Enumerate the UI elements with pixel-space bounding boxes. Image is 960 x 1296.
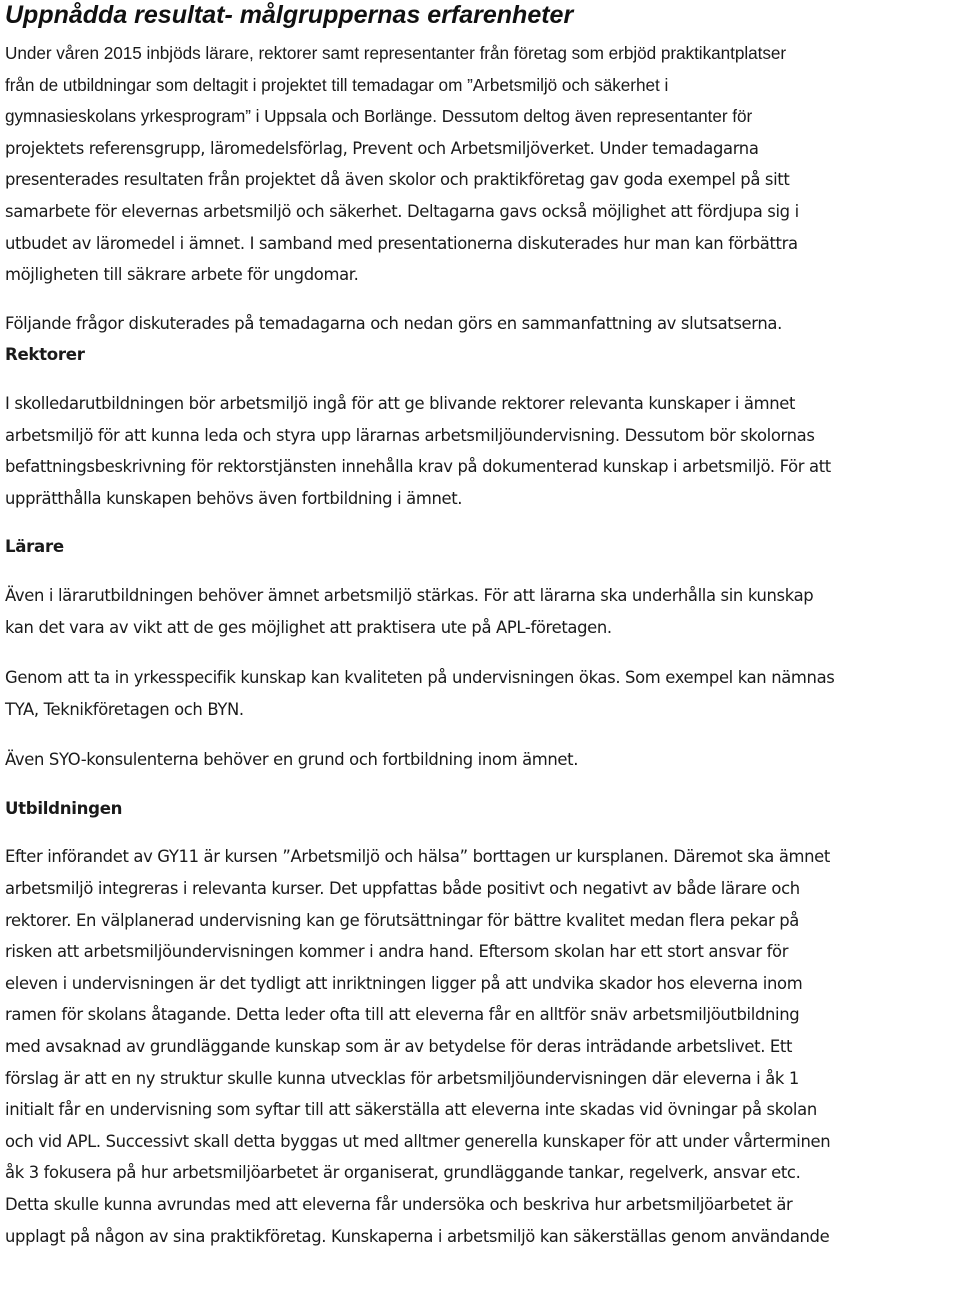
paragraph-line: presenterades resultaten från projektet då även skolor och praktikföretag gav goda exempel på sitt <box>5 170 790 190</box>
paragraph-line: ramen för skolans åtagande. Detta leder ofta till att eleverna får en alltför snäv arbetsmiljöutbildning <box>5 1005 800 1025</box>
paragraph-line: upprätthålla kunskapen behövs även fortbildning i ämnet. <box>5 488 463 508</box>
paragraph-line: rektorer. En välplanerad undervisning kan ge förutsättningar för bättre kvalitet medan flera pekar på <box>5 910 799 930</box>
paragraph-line: TYA, Teknikföretagen och BYN. <box>5 699 244 719</box>
paragraph-line: kan det vara av vikt att de ges möjlighet att praktisera ute på APL-företagen. <box>5 617 612 637</box>
paragraph-line: med avsaknad av grundläggande kunskap som är av betydelse för deras inträdande arbetslivet. Ett <box>5 1037 793 1057</box>
paragraph-line: I skolledarutbildningen bör arbetsmiljö ingå för att ge blivande rektorer relevanta kunskaper i ämnet <box>5 393 796 413</box>
paragraph-line: åk 3 fokusera på hur arbetsmiljöarbetet är organiserat, grundläggande tankar, regelverk, ansvar etc. <box>5 1163 801 1183</box>
paragraph-line: Under våren 2015 inbjöds lärare, rektorer samt representanter från företag som erbjöd praktikantplatser <box>5 43 787 63</box>
paragraph-line: projektets referensgrupp, läromedelsförlag, Prevent och Arbetsmiljöverket. Under temadagarna <box>5 138 759 158</box>
document-page <box>5 0 955 1252</box>
larare-paragraph-2 <box>5 662 955 725</box>
larare-paragraph-3 <box>5 744 955 776</box>
paragraph-line: eleven i undervisningen är det tydligt att inriktningen ligger på att undvika skador hos eleverna inom <box>5 973 803 993</box>
paragraph-line: förslag är att en ny struktur skulle kunna utvecklas för arbetsmiljöundervisningen där eleverna i åk 1 <box>5 1068 799 1088</box>
section-heading-rektorer: Rektorer <box>5 345 85 365</box>
page-title: Uppnådda resultat- målgruppernas erfarenheter <box>5 1 574 29</box>
paragraph-line: möjligheten till säkrare arbete för ungdomar. <box>5 265 359 285</box>
paragraph-line: Detta skulle kunna avrundas med att eleverna får undersöka och beskriva hur arbetsmiljöarbetet är <box>5 1195 793 1214</box>
section-heading-larare: Lärare <box>5 537 64 557</box>
paragraph-line: gymnasieskolans yrkesprogram” i Uppsala och Borlänge. Dessutom deltog även representanter för <box>5 106 753 127</box>
intro-paragraph-continued <box>5 133 955 291</box>
paragraph-line: och vid APL. Successivt skall detta byggas ut med alltmer generella kunskaper för att under vårterminen <box>5 1131 831 1151</box>
paragraph-line: arbetsmiljö integreras i relevanta kurser. Det uppfattas både positivt och negativt av både lärare och <box>5 879 800 899</box>
rektorer-paragraph <box>5 388 955 514</box>
paragraph-line: Även i lärarutbildningen behöver ämnet arbetsmiljö stärkas. För att lärarna ska underhålla sin kunskap <box>5 585 814 605</box>
paragraph-line: initialt får en undervisning som syftar till att säkerställa att eleverna inte skadas vid övningar på skolan <box>5 1100 817 1120</box>
paragraph-line: befattningsbeskrivning för rektorstjänsten innehålla krav på dokumenterad kunskap i arbetsmiljö. För att <box>5 457 831 477</box>
paragraph-line: Följande frågor diskuterades på temadagarna och nedan görs en sammanfattning av slutsatserna. <box>5 313 782 333</box>
paragraph-line: Efter införandet av GY11 är kursen ”Arbetsmiljö och hälsa” borttagen ur kursplanen. Däremot ska ämnet <box>5 847 830 867</box>
paragraph-line: från de utbildningar som deltagit i projektet till temadagar om ”Arbetsmiljö och säkerhet i <box>5 74 669 95</box>
paragraph-line: Genom att ta in yrkesspecifik kunskap kan kvaliteten på undervisningen ökas. Som exempel kan nämnas <box>5 668 835 688</box>
intro-paragraph <box>5 38 955 133</box>
paragraph-line: samarbete för elevernas arbetsmiljö och säkerhet. Deltagarna gavs också möjlighet att fördjupa sig i <box>5 201 799 221</box>
paragraph-line: arbetsmiljö för att kunna leda och styra upp lärarnas arbetsmiljöundervisning. Dessutom bör skolornas <box>5 425 815 445</box>
utbildningen-paragraph <box>5 841 955 1252</box>
questions-intro-paragraph <box>5 308 955 340</box>
paragraph-line: risken att arbetsmiljöundervisningen kommer i andra hand. Eftersom skolan har ett stort ansvar för <box>5 942 789 962</box>
paragraph-line: upplagt på någon av sina praktikföretag. Kunskaperna i arbetsmiljö kan säkerställas genom användande <box>5 1226 830 1246</box>
section-heading-utbildningen: Utbildningen <box>5 798 123 818</box>
paragraph-line: utbudet av läromedel i ämnet. I samband med presentationerna diskuterades hur man kan förbättra <box>5 233 798 253</box>
paragraph-line: Även SYO-konsulenterna behöver en grund och fortbildning inom ämnet. <box>5 750 579 770</box>
larare-paragraph-1 <box>5 580 955 643</box>
